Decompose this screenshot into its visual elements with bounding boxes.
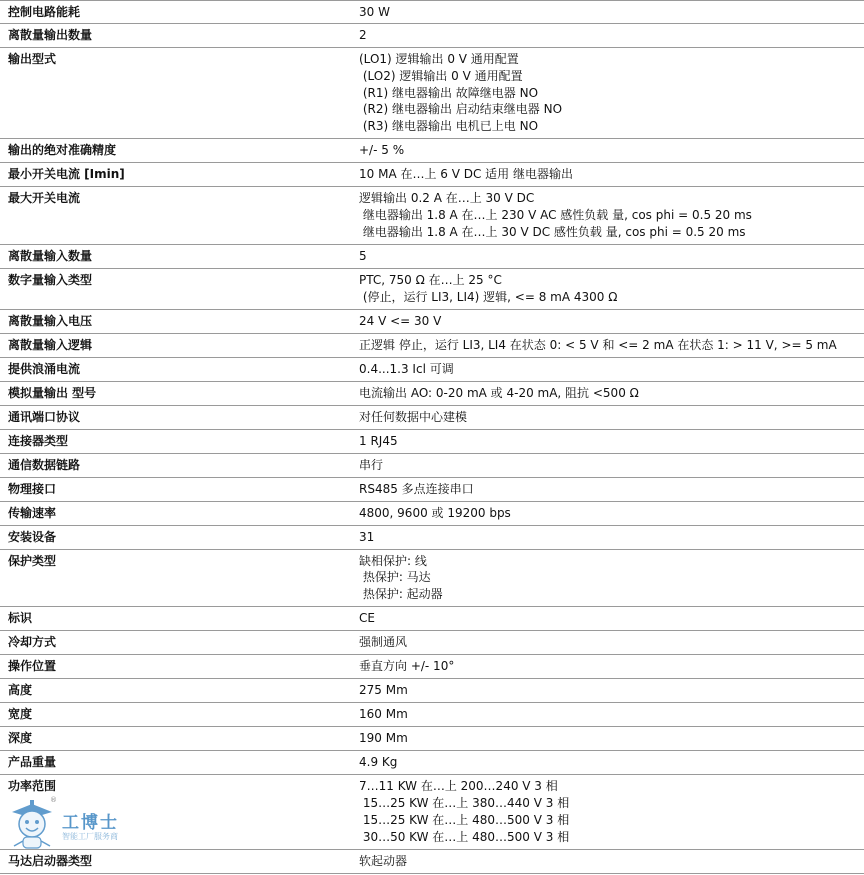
spec-row [0,727,864,751]
spec-value-line: 30 W [359,5,390,19]
spec-value-line: 15…25 KW 在…上 480…500 V 3 相 [359,812,570,827]
spec-value-line: (LO1) 逻辑输出 0 V 通用配置 [359,52,519,66]
spec-value [350,679,864,702]
spec-value [350,502,864,525]
spec-label: 高度 [8,683,33,698]
spec-label: 功率范围 [8,779,57,794]
spec-value [350,310,864,333]
spec-label: 产品重量 [8,755,57,770]
spec-value [350,187,864,244]
spec-row [0,0,864,24]
spec-value [350,775,864,848]
spec-label: 最大开关电流 [8,191,81,206]
spec-row [0,703,864,727]
spec-value-line: 275 Mm [359,683,408,698]
spec-value-line: 热保护: 起动器 [359,587,443,602]
spec-row [0,502,864,526]
spec-value-line: 正逻辑 停止，运行 LI3, LI4 在状态 0: < 5 V 和 <= 2 mA 在状态 1: > 11 V, >= 5 mA [359,337,837,352]
spec-value [350,24,864,47]
spec-row [0,245,864,269]
spec-value-line: 2 [359,28,367,42]
spec-value [350,703,864,726]
registered-mark: ® [50,796,57,804]
spec-value-line: 4.9 Kg [359,755,398,770]
spec-value [350,550,864,607]
spec-row [0,406,864,430]
spec-label: 操作位置 [8,659,57,674]
spec-value [350,269,864,309]
spec-label: 标识 [8,611,33,626]
spec-value [350,382,864,405]
spec-label: 通讯端口协议 [8,409,81,424]
spec-value [350,334,864,357]
spec-label: 传输速率 [8,505,57,520]
spec-label: 冷却方式 [8,635,57,650]
spec-row [0,430,864,454]
spec-label: 通信数据链路 [8,457,81,472]
spec-value [350,850,864,873]
spec-value-line: CE [359,611,375,626]
spec-value-line: 0.4...1.3 Icl 可调 [359,361,454,376]
spec-label: 马达启动器类型 [8,853,93,868]
spec-label: 保护类型 [8,553,57,568]
spec-value-line: (停止，运行 LI3, LI4) 逻辑, <= 8 mA 4300 Ω [359,289,618,304]
spec-row [0,679,864,703]
spec-row [0,382,864,406]
spec-value [350,358,864,381]
spec-value [350,406,864,429]
spec-value [350,526,864,549]
spec-value-line: 逻辑输出 0.2 A 在…上 30 V DC [359,191,535,206]
spec-row [0,139,864,163]
spec-value-line: (R3) 继电器输出 电机已上电 NO [359,119,539,134]
spec-value-line: 串行 [359,457,384,472]
spec-value-line: 缺相保护: 线 [359,553,427,568]
spec-value-line: PTC, 750 Ω 在…上 25 °C [359,272,502,287]
spec-label: 模拟量输出 型号 [8,385,97,400]
spec-value [350,163,864,186]
spec-label: 控制电路能耗 [8,5,81,19]
spec-value [350,655,864,678]
spec-value-line: 软起动器 [359,853,408,868]
spec-row [0,187,864,245]
spec-value-line: RS485 多点连接串口 [359,481,474,496]
spec-value [350,245,864,268]
spec-row [0,269,864,310]
spec-label: 宽度 [8,707,33,722]
spec-value-line: 强制通风 [359,635,408,650]
spec-value-line: 1 RJ45 [359,433,398,448]
spec-row [0,655,864,679]
spec-value [350,478,864,501]
watermark-tagline: 智能工厂服务商 [62,832,118,841]
spec-label: 最小开关电流 [Imin] [8,167,125,182]
spec-value-line: 160 Mm [359,707,408,722]
spec-row [0,850,864,874]
spec-value-line: 10 MA 在…上 6 V DC 适用 继电器输出 [359,167,573,182]
spec-label: 离散量输入逻辑 [8,337,93,352]
spec-label: 深度 [8,731,33,746]
spec-value-line: 5 [359,248,367,263]
spec-value-line: 15…25 KW 在…上 380…440 V 3 相 [359,795,570,810]
spec-value-line: (R2) 继电器输出 启动结束继电器 NO [359,102,563,117]
spec-label: 输出的绝对准确精度 [8,143,117,158]
spec-value-line: 继电器输出 1.8 A 在…上 230 V AC 感性负载 量, cos phi = 0.5 20 ms [359,207,752,222]
spec-row [0,48,864,139]
spec-value-line: 4800, 9600 或 19200 bps [359,505,511,520]
spec-value [350,430,864,453]
watermark-brand: 工博士 [62,813,119,833]
spec-label: 连接器类型 [8,433,69,448]
spec-row [0,24,864,48]
spec-row [0,454,864,478]
spec-value-line: 继电器输出 1.8 A 在…上 30 V DC 感性负载 量, cos phi = 0.5 20 ms [359,224,746,239]
spec-row [0,310,864,334]
spec-value-line: (R1) 继电器输出 故障继电器 NO [359,85,539,100]
spec-value [350,48,864,138]
spec-row [0,631,864,655]
spec-label: 物理接口 [8,481,57,496]
spec-value-line: 24 V <= 30 V [359,313,442,328]
spec-value-line: 7…11 KW 在…上 200…240 V 3 相 [359,779,558,794]
spec-value [350,631,864,654]
spec-value [350,454,864,477]
spec-row [0,607,864,631]
spec-label: 离散量输出数量 [8,28,93,42]
spec-value-line: 电流输出 AO: 0-20 mA 或 4-20 mA, 阻抗 <500 Ω [359,385,639,400]
spec-value-line: 190 Mm [359,731,408,746]
spec-row [0,526,864,550]
spec-row [0,751,864,775]
spec-row [0,478,864,502]
spec-label: 离散量输入数量 [8,248,93,263]
spec-row [0,550,864,608]
spec-row [0,334,864,358]
spec-value-line: 30…50 KW 在…上 480…500 V 3 相 [359,829,570,844]
spec-label: 离散量输入电压 [8,313,93,328]
spec-value-line: 垂直方向 +/- 10° [359,659,455,674]
spec-row [0,358,864,382]
spec-value-line: (LO2) 逻辑输出 0 V 通用配置 [359,68,523,83]
spec-label: 输出型式 [8,52,57,66]
spec-label: 数字量输入类型 [8,272,93,287]
spec-row [0,775,864,849]
spec-value [350,751,864,774]
spec-label: 提供浪涌电流 [8,361,81,376]
spec-value [350,727,864,750]
spec-value [350,607,864,630]
spec-value [350,139,864,162]
spec-value [350,1,864,23]
spec-value-line: 热保护: 马达 [359,570,431,585]
spec-row [0,163,864,187]
spec-value-line: 对任何数据中心建模 [359,409,468,424]
spec-label: 安装设备 [8,529,57,544]
spec-value-line: 31 [359,529,375,544]
spec-value-line: +/- 5 % [359,143,405,158]
